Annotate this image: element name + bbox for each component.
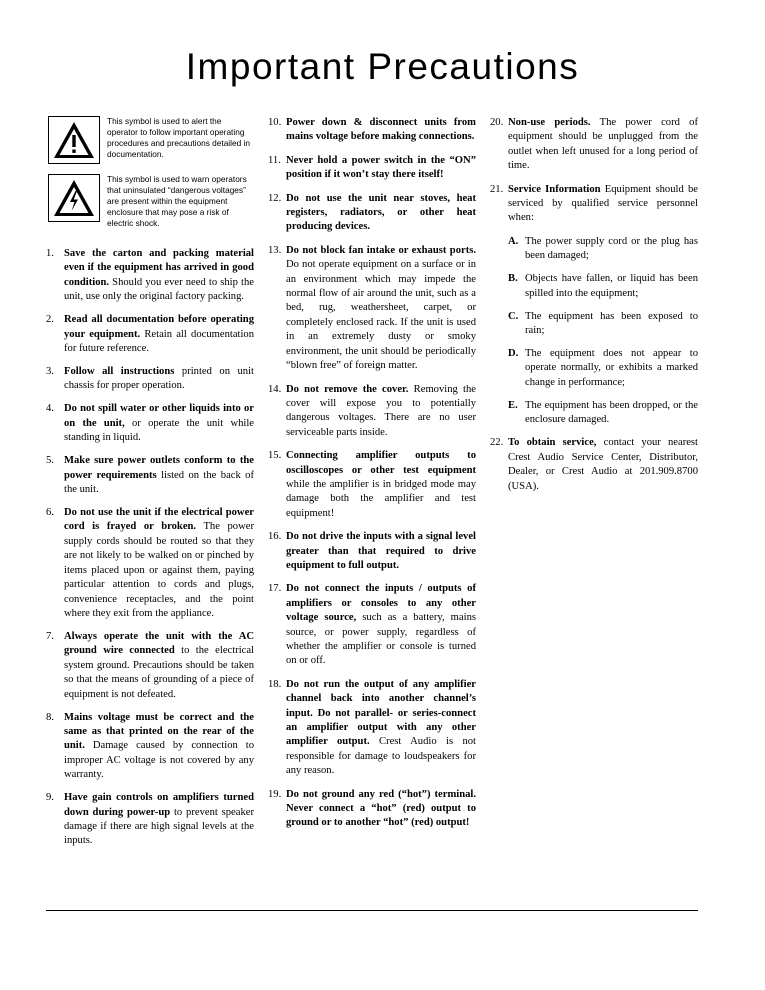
precaution-item: 20. Non-use periods. The power cord of equipment should be unplugged from the outlet when left unused for a long period of time. (490, 117, 698, 172)
page-title: Important Precautions (185, 46, 580, 87)
precaution-item: 11. Never hold a power switch in the “ON” position if it won’t stay there itself! (268, 154, 476, 181)
service-condition: C. The equipment has been exposed to rain; (508, 310, 698, 337)
precaution-item: 4. Do not spill water or other liquids into or on the unit, or operate the unit while standing in liquid. (46, 403, 254, 444)
service-condition: B. Objects have fallen, or liquid has been spilled into the equipment; (508, 273, 698, 299)
lightning-triangle-icon (48, 174, 100, 222)
column-3 (490, 116, 698, 503)
precaution-item: 13. Do not block fan intake or exhaust ports. Do not operate equipment on a surface or in an environment which may impede the normal flow of air around the unit, such as a bed, rug, weathersheet, carpet, or completely enclosed rack. If the unit is used in an extremely dusty or smoky environment, the unit should be periodically “blown free” of foreign matter. (268, 244, 476, 372)
precaution-item: 5. Make sure power outlets conform to the power requirements listed on the back of the unit. (46, 455, 255, 496)
column-2 (268, 116, 476, 840)
precaution-item: 22. To obtain service, contact your nearest Crest Audio Service Center, Distributor, Dealer, or Crest Audio at 201.909.8700 (USA). (490, 437, 698, 492)
symbol-row-shock (48, 174, 254, 229)
precaution-item: 1. Save the carton and packing material even if the equipment has arrived in good condition. Should you ever need to ship the unit, use only the original factory packing. (46, 248, 254, 303)
exclamation-triangle-icon (48, 116, 100, 164)
service-condition: D. The equipment does not appear to operate normally, or exhibits a marked change in performance; (508, 348, 698, 388)
precaution-item: 6. Do not use the unit if the electrical power cord is frayed or broken. The power supply cords should be routed so that they are not likely to be walked on or pinched by items placed upon or against them, paying particular attention to cords and plugs, convenience receptacles, and the point where they exit from the appliance. (46, 507, 254, 619)
precaution-item: 8. Mains voltage must be correct and the same as that printed on the rear of the unit. Damage caused by connection to improper AC voltage is not covered by any warranty. (46, 711, 254, 781)
precaution-item: 2. Read all documentation before operating your equipment. Retain all documentation for future reference. (46, 314, 254, 355)
service-condition: E. The equipment has been dropped, or the enclosure damaged. (508, 399, 698, 426)
precaution-item: 9. Have gain controls on amplifiers turned down during power-up to prevent speaker damage if there are high signal levels at the inputs. (46, 792, 254, 847)
precaution-item: 17. Do not connect the inputs / outputs of amplifiers or consoles to any other voltage source, such as a battery, mains source, or power supply, regardless of whether the amplifier or console is turned on or off. (268, 583, 476, 667)
precaution-item: 15. Connecting amplifier outputs to oscilloscopes or other test equipment while the amplifier is in bridged mode may damage both the amplifier and test equipment! (268, 450, 476, 519)
precaution-item: 21. Service Information Equipment should be serviced by qualified service personnel when: (490, 183, 698, 224)
symbol-row-alert (48, 116, 254, 164)
column-1 (46, 116, 254, 857)
precaution-item: 10. Power down & disconnect units from mains voltage before making connections. (268, 117, 476, 143)
symbol-shock-text: This symbol is used to warn operators that uninsulated “dangerous voltages” are present within the equipment enclosure that may pose a risk of electric shock. (107, 174, 247, 228)
precaution-item: 7. Always operate the unit with the AC ground wire connected to the electrical system ground. Precautions should be taken so that the means of grounding of a piece of equipment is not defeated. (46, 630, 254, 700)
precaution-item: 14. Do not remove the cover. Removing the cover will expose you to potentially dangerous voltages. There are no user serviceable parts inside. (268, 383, 476, 438)
precaution-item: 18. Do not run the output of any amplifier channel back into another channel’s input. Do not parallel- or series-connect an amplifier output with any other amplifier output. Crest Audio is not responsible for damage to loudspeakers for any reason. (268, 678, 476, 777)
precaution-list-1 (46, 247, 254, 849)
precaution-item: 12. Do not use the unit near stoves, heat registers, radiators, or other heat producing devices. (268, 192, 476, 233)
symbol-alert-text: This symbol is used to alert the operator to follow important operating procedures and precautions detailed in documentation. (107, 116, 250, 159)
precaution-item: 16. Do not drive the inputs with a signal level greater than that required to drive equipment to full output. (268, 531, 476, 571)
service-condition: A. The power supply cord or the plug has been damaged; (508, 235, 698, 262)
precaution-item: 3. Follow all instructions printed on unit chassis for proper operation. (46, 366, 254, 392)
precaution-item: 19. Do not ground any red (“hot”) terminal. Never connect a “hot” (red) output to ground or to another “hot” (red) output! (268, 788, 476, 829)
footer-rule (46, 910, 698, 911)
